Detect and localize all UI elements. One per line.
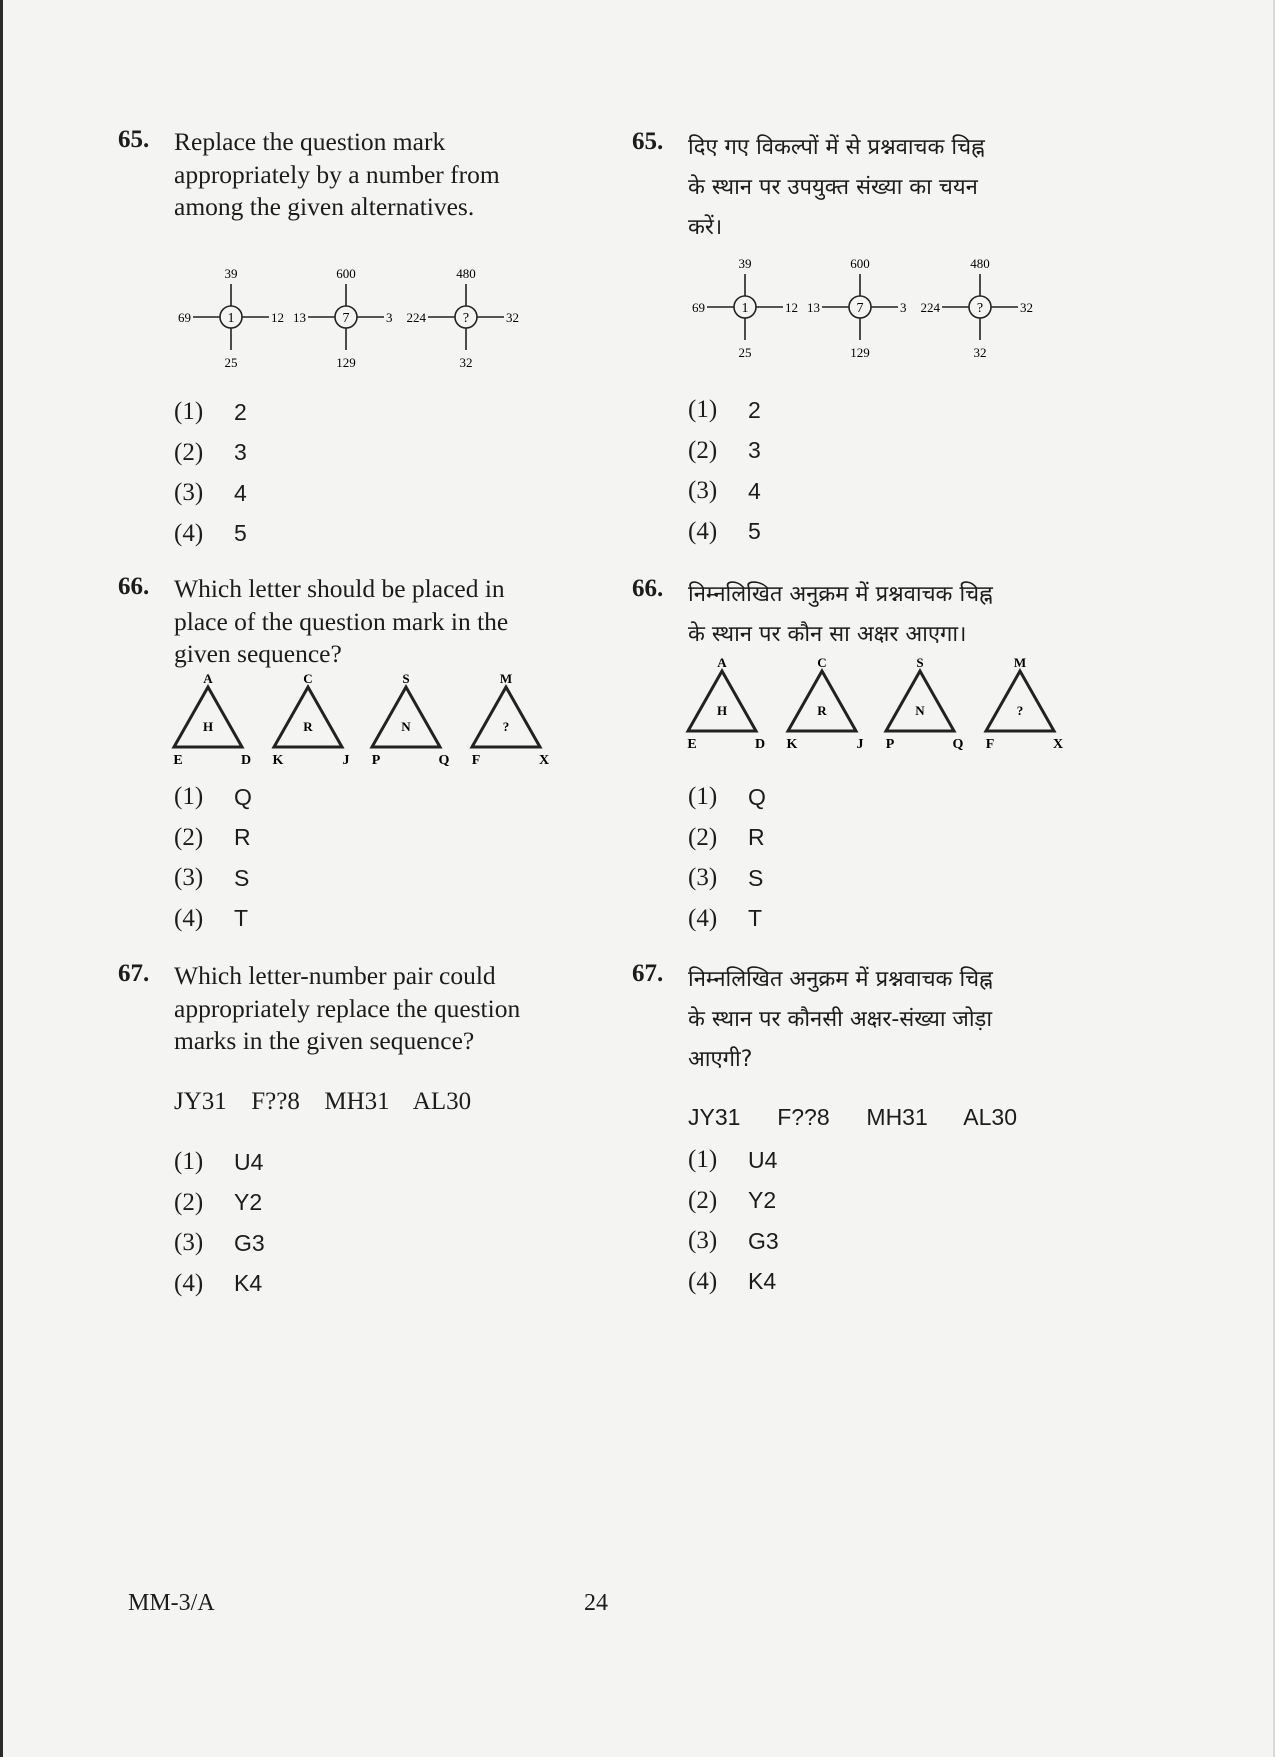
triangle-diagram (472, 671, 549, 768)
triangle-right-letter: D (754, 737, 766, 752)
question-number: 65. (118, 126, 150, 153)
option-2[interactable]: (2) Y2 (174, 1188, 263, 1216)
cross-diagram (407, 266, 520, 370)
option-2[interactable]: (2) 3 (174, 438, 247, 466)
triangle-center-letter: ? (1016, 703, 1024, 718)
triangle-diagram (787, 655, 864, 752)
triangle-shape (274, 687, 342, 747)
question-number: 66. (632, 575, 664, 602)
cross-diagram (807, 256, 907, 360)
cross-center-value: ? (462, 311, 470, 326)
option-1[interactable]: (1) Q (174, 783, 252, 811)
cross-right-value: 3 (900, 300, 907, 315)
triangle-left-letter: F (985, 737, 995, 752)
cross-diagram (692, 256, 798, 360)
triangle-apex-letter: C (303, 671, 313, 686)
options-list (174, 777, 252, 939)
cross-center-value: 1 (227, 311, 235, 326)
triangle-center-letter: N (915, 703, 925, 718)
triangle-shape (886, 671, 954, 731)
option-1[interactable]: (1) Q (688, 783, 766, 811)
option-3[interactable]: (3) S (688, 864, 764, 892)
option-4[interactable]: (4) K4 (688, 1267, 777, 1295)
option-3[interactable]: (3) G3 (688, 1227, 779, 1255)
option-1[interactable]: (1) 2 (688, 396, 761, 424)
question-text: निम्नलिखित अनुक्रम में प्रश्नवाचक चिह्न के स्थान पर कौन सा अक्षर आएगा। (688, 582, 993, 647)
cross-right-value: 32 (506, 310, 519, 325)
triangle-apex-letter: S (916, 655, 924, 670)
cross-bottom-value: 25 (224, 355, 238, 370)
triangle-right-letter: J (856, 737, 864, 752)
booklet-code: MM-3/A (128, 1590, 215, 1616)
cross-figure (156, 262, 576, 372)
triangle-apex-letter: A (203, 671, 213, 686)
triangle-left-letter: E (687, 737, 697, 752)
letter-number-sequence: JY31 F??8 MH31 AL30 (174, 1088, 472, 1115)
cross-bottom-value: 25 (738, 345, 752, 360)
triangle-right-letter: Q (952, 737, 964, 752)
triangle-shape (472, 687, 540, 747)
triangle-center-letter: R (303, 719, 313, 734)
triangle-shape (788, 671, 856, 731)
triangle-right-letter: Q (438, 753, 450, 768)
cross-left-value: 13 (807, 300, 820, 315)
triangle-diagram (886, 655, 964, 752)
triangle-center-letter: H (716, 703, 728, 718)
option-4[interactable]: (4) 5 (688, 517, 761, 545)
option-2[interactable]: (2) 3 (688, 436, 761, 464)
options-list (688, 777, 766, 939)
triangle-center-letter: H (202, 719, 214, 734)
question-number: 66. (118, 573, 150, 600)
cross-left-value: 224 (920, 300, 940, 315)
cross-diagram (178, 266, 284, 370)
triangle-right-letter: J (342, 753, 350, 768)
cross-right-value: 3 (386, 310, 393, 325)
triangle-figure (173, 669, 598, 769)
option-3[interactable]: (3) S (174, 864, 250, 892)
cross-bottom-value: 129 (336, 355, 356, 370)
triangle-apex-letter: M (499, 671, 513, 686)
cross-top-value: 600 (336, 266, 356, 281)
triangle-apex-letter: S (402, 671, 410, 686)
options-list (688, 390, 761, 552)
triangle-left-letter: E (173, 753, 183, 768)
option-2[interactable]: (2) R (688, 823, 765, 851)
cross-top-value: 480 (970, 256, 990, 271)
triangle-left-letter: K (786, 737, 798, 752)
question-text: दिए गए विकल्पों में से प्रश्नवाचक चिह्न के स्थान पर उपयुक्त संख्या का चयन करें। (688, 135, 985, 240)
triangle-diagram (986, 655, 1063, 752)
cross-left-value: 69 (178, 310, 191, 325)
cross-top-value: 39 (224, 266, 238, 281)
triangle-center-letter: ? (502, 719, 510, 734)
option-4[interactable]: (4) T (688, 904, 763, 932)
cross-left-value: 69 (692, 300, 705, 315)
cross-left-value: 13 (293, 310, 306, 325)
triangle-center-letter: N (401, 719, 411, 734)
triangle-left-letter: P (371, 753, 381, 768)
cross-right-value: 12 (785, 300, 798, 315)
question-text: Which letter-number pair could appropriately replace the question marks in the given sequence? (174, 961, 521, 1055)
triangle-right-letter: X (1052, 737, 1064, 752)
cross-left-value: 224 (406, 310, 426, 325)
option-4[interactable]: (4) K4 (174, 1269, 263, 1297)
triangle-apex-letter: A (717, 655, 727, 670)
triangle-figure (687, 653, 1112, 753)
triangle-right-letter: X (538, 753, 550, 768)
option-2[interactable]: (2) Y2 (688, 1186, 777, 1214)
question-text: Which letter should be placed in place of the question mark in the given sequence? (174, 574, 509, 668)
cross-right-value: 12 (271, 310, 284, 325)
option-3[interactable]: (3) G3 (174, 1229, 265, 1257)
triangle-apex-letter: M (1013, 655, 1027, 670)
cross-diagram (921, 256, 1034, 360)
options-list (688, 1140, 779, 1302)
option-1[interactable]: (1) U4 (688, 1146, 778, 1174)
question-number: 67. (118, 960, 150, 987)
triangle-apex-letter: C (817, 655, 827, 670)
cross-top-value: 39 (738, 256, 752, 271)
triangle-shape (174, 687, 242, 747)
question-text: निम्नलिखित अनुक्रम में प्रश्नवाचक चिह्न के स्थान पर कौनसी अक्षर-संख्या जोड़ा आएगी? (688, 967, 993, 1072)
option-1[interactable]: (1) U4 (174, 1148, 264, 1176)
triangle-left-letter: P (885, 737, 895, 752)
cross-bottom-value: 32 (973, 345, 987, 360)
cross-top-value: 480 (456, 266, 476, 281)
page-number: 24 (584, 1590, 608, 1616)
question-number: 67. (632, 960, 664, 987)
triangle-center-letter: R (817, 703, 827, 718)
triangle-diagram (687, 655, 765, 752)
triangle-shape (688, 671, 756, 731)
cross-center-value: 7 (856, 301, 864, 316)
triangle-diagram (372, 671, 450, 768)
triangle-right-letter: D (240, 753, 252, 768)
cross-center-value: ? (976, 301, 984, 316)
page-left-edge (0, 0, 3, 1757)
triangle-diagram (273, 671, 350, 768)
cross-bottom-value: 32 (459, 355, 473, 370)
option-1[interactable]: (1) 2 (174, 398, 247, 426)
triangle-diagram (173, 671, 251, 768)
cross-top-value: 600 (850, 256, 870, 271)
triangle-left-letter: F (471, 753, 481, 768)
cross-figure (670, 252, 1090, 362)
options-list (174, 1142, 265, 1304)
option-2[interactable]: (2) R (174, 823, 251, 851)
option-4[interactable]: (4) 5 (174, 519, 247, 547)
option-3[interactable]: (3) 4 (174, 479, 247, 507)
cross-center-value: 7 (342, 311, 350, 326)
letter-number-sequence: JY31 F??8 MH31 AL30 (688, 1104, 1017, 1130)
option-3[interactable]: (3) 4 (688, 477, 761, 505)
cross-center-value: 1 (741, 301, 749, 316)
cross-right-value: 32 (1020, 300, 1033, 315)
option-4[interactable]: (4) T (174, 904, 249, 932)
cross-bottom-value: 129 (850, 345, 870, 360)
question-number: 65. (632, 128, 664, 155)
cross-diagram (293, 266, 393, 370)
options-list (174, 392, 247, 554)
triangle-shape (372, 687, 440, 747)
triangle-shape (986, 671, 1054, 731)
triangle-left-letter: K (272, 753, 284, 768)
question-text: Replace the question mark appropriately by a number from among the given alternatives. (174, 127, 500, 221)
